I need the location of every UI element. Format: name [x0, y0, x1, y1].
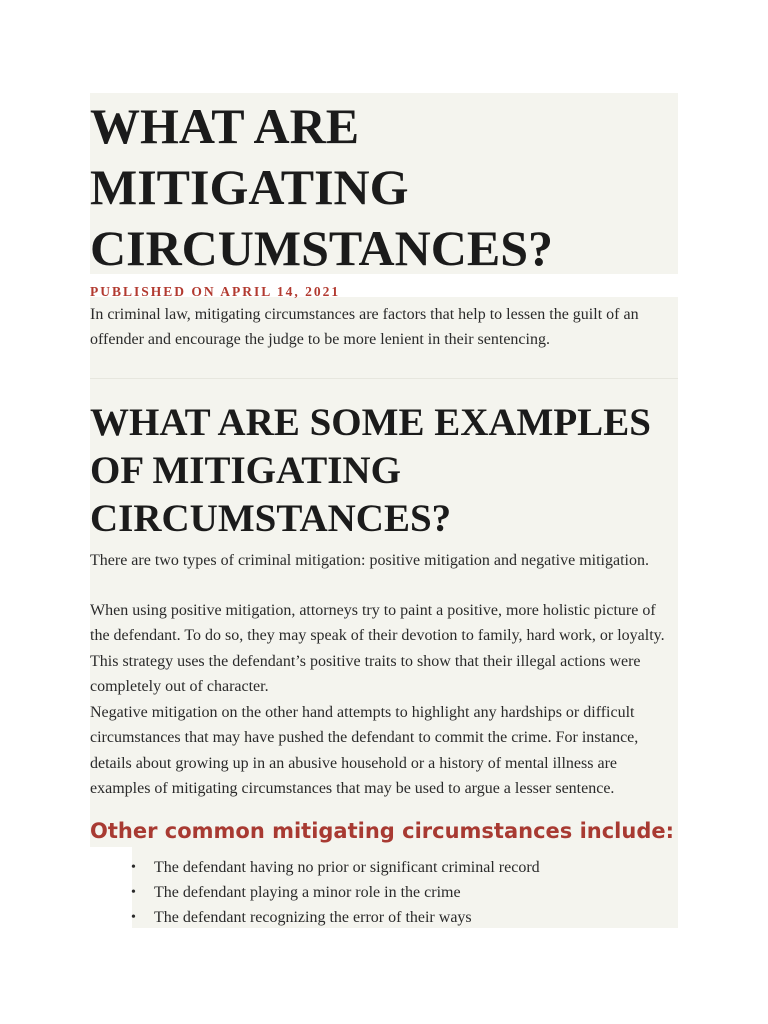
list-item-text: The defendant recognizing the error of their ways [154, 909, 472, 927]
bullet-icon: • [131, 860, 136, 875]
paragraph-negative-mitigation: Negative mitigation on the other hand attempts to highlight any hardships or difficult circumstances that may have pushed the defendant to commit the crime. For instance, details about growing up in an abusive household or a history of mental illness are examples of mitigating circumstances that may be used to argue a lesser sentence. [90, 704, 639, 797]
article-title: WHAT ARE MITIGATING CIRCUMSTANCES? [90, 98, 554, 276]
list-item [131, 880, 671, 905]
section-heading: WHAT ARE SOME EXAMPLES OF MITIGATING CIRCUMSTANCES? [90, 401, 651, 540]
circumstances-list [131, 855, 671, 931]
bullet-icon: • [131, 885, 136, 901]
paragraph-positive-mitigation: When using positive mitigation, attorneys try to paint a positive, more holistic picture of the defendant. To do so, they may speak of their devotion to family, hard work, or loyalty. This strategy uses the defendant’s positive traits to show that their illegal actions were completely out of character. [90, 602, 665, 695]
paragraph-types: There are two types of criminal mitigation: positive mitigation and negative mitigation. [90, 552, 649, 569]
list-item [131, 855, 671, 880]
list-item [131, 905, 671, 930]
section-divider [90, 378, 678, 379]
published-date: PUBLISHED ON APRIL 14, 2021 [90, 284, 341, 299]
list-heading: Other common mitigating circumstances include: [90, 819, 674, 843]
bullet-icon: • [131, 910, 136, 926]
list-item-text: The defendant having no prior or significant criminal record [154, 859, 540, 876]
list-item-text: The defendant playing a minor role in the crime [154, 884, 461, 902]
list-indent-gap [90, 847, 132, 929]
intro-paragraph: In criminal law, mitigating circumstances are factors that help to lessen the guilt of an offender and encourage the judge to be more lenient in their sentencing. [90, 306, 639, 349]
